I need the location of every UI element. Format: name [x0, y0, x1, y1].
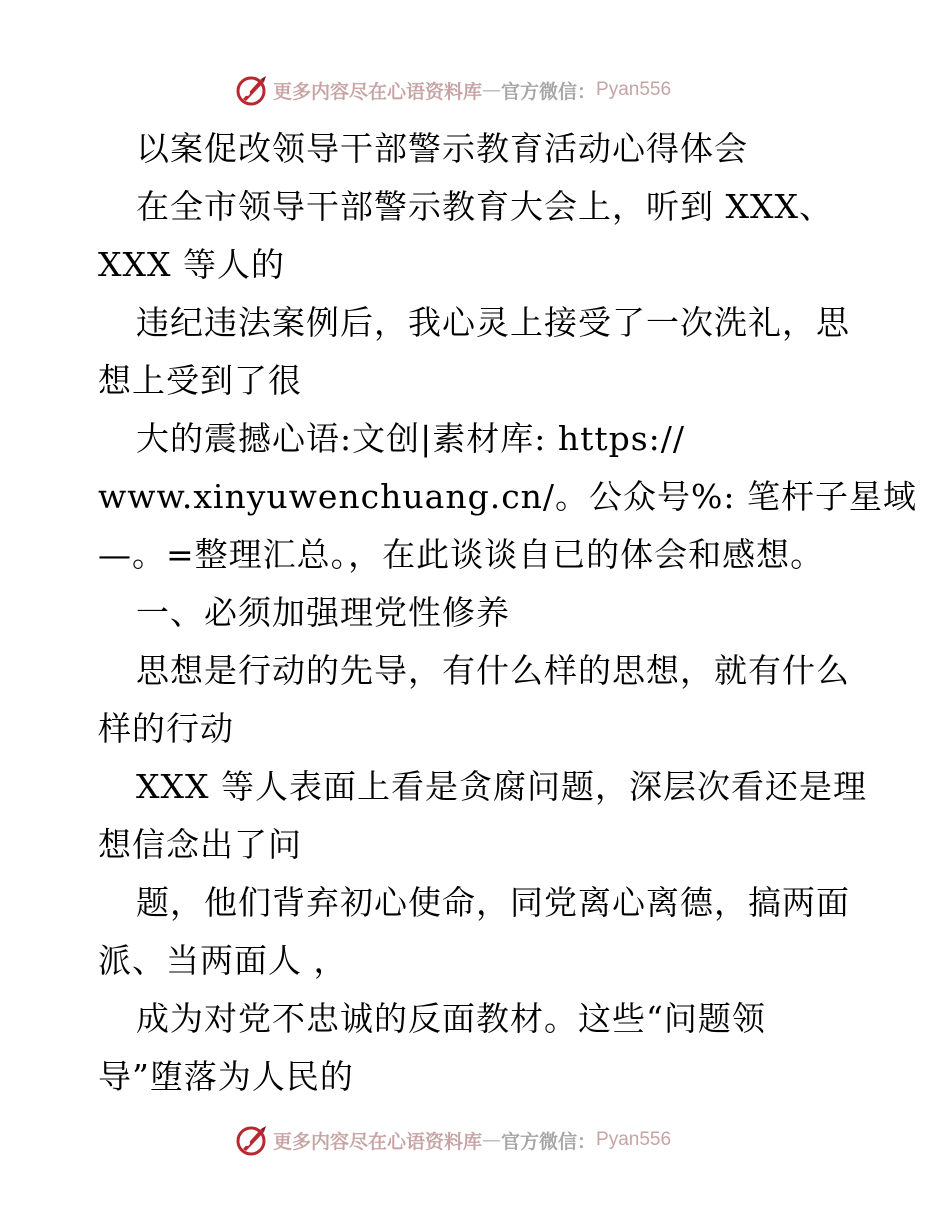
text-line: —。=整理汇总。，在此谈谈自已的体会和感想。 [98, 535, 825, 574]
text-line: XXX 等人的 [98, 245, 285, 284]
text-line: 派、当两面人 ， [98, 941, 348, 980]
header-watermark [235, 72, 671, 108]
watermark-dash: — [482, 1129, 502, 1151]
watermark-wechat-id: Pyan556 [596, 79, 672, 100]
watermark-wechat-id: Pyan556 [596, 1129, 672, 1150]
text-line: 思想是行动的先导，有什么样的思想，就有什么 [136, 651, 850, 690]
watermark-label: 官方微信： [501, 1130, 597, 1153]
text-line: 大的震撼心语:文创|素材库: https:// [136, 419, 686, 458]
text-line: 题，他们背弃初心使命，同党离心离德，搞两面 [136, 883, 850, 922]
document-body [98, 120, 918, 1106]
quill-logo-icon [235, 73, 269, 107]
text-line: www.xinyuwenchuang.cn/。公众号%: 笔杆子星域 [98, 477, 918, 516]
watermark-label: 官方微信： [501, 80, 597, 103]
text-line: 想信念出了问 [98, 825, 302, 864]
text-line: 一、必须加强理党性修养 [136, 593, 510, 632]
text-line: 样的行动 [98, 709, 234, 748]
watermark-brand-text: 更多内容尽在心语资料库 [273, 1130, 483, 1153]
text-line: 导”堕落为人民的 [98, 1057, 354, 1096]
text-line: XXX 等人表面上看是贪腐问题，深层次看还是理 [136, 767, 867, 806]
footer-watermark [235, 1122, 671, 1158]
text-line: 以案促改领导干部警示教育活动心得体会 [136, 129, 748, 168]
text-line: 在全市领导干部警示教育大会上，听到 XXX、 [136, 187, 833, 226]
text-line: 成为对党不忠诚的反面教材。这些“问题领 [136, 999, 766, 1038]
quill-logo-icon [235, 1123, 269, 1157]
watermark-dash: — [482, 79, 502, 101]
text-line: 想上受到了很 [98, 361, 302, 400]
text-line: 违纪违法案例后，我心灵上接受了一次洗礼，思 [136, 303, 850, 342]
watermark-brand-text: 更多内容尽在心语资料库 [273, 80, 483, 103]
